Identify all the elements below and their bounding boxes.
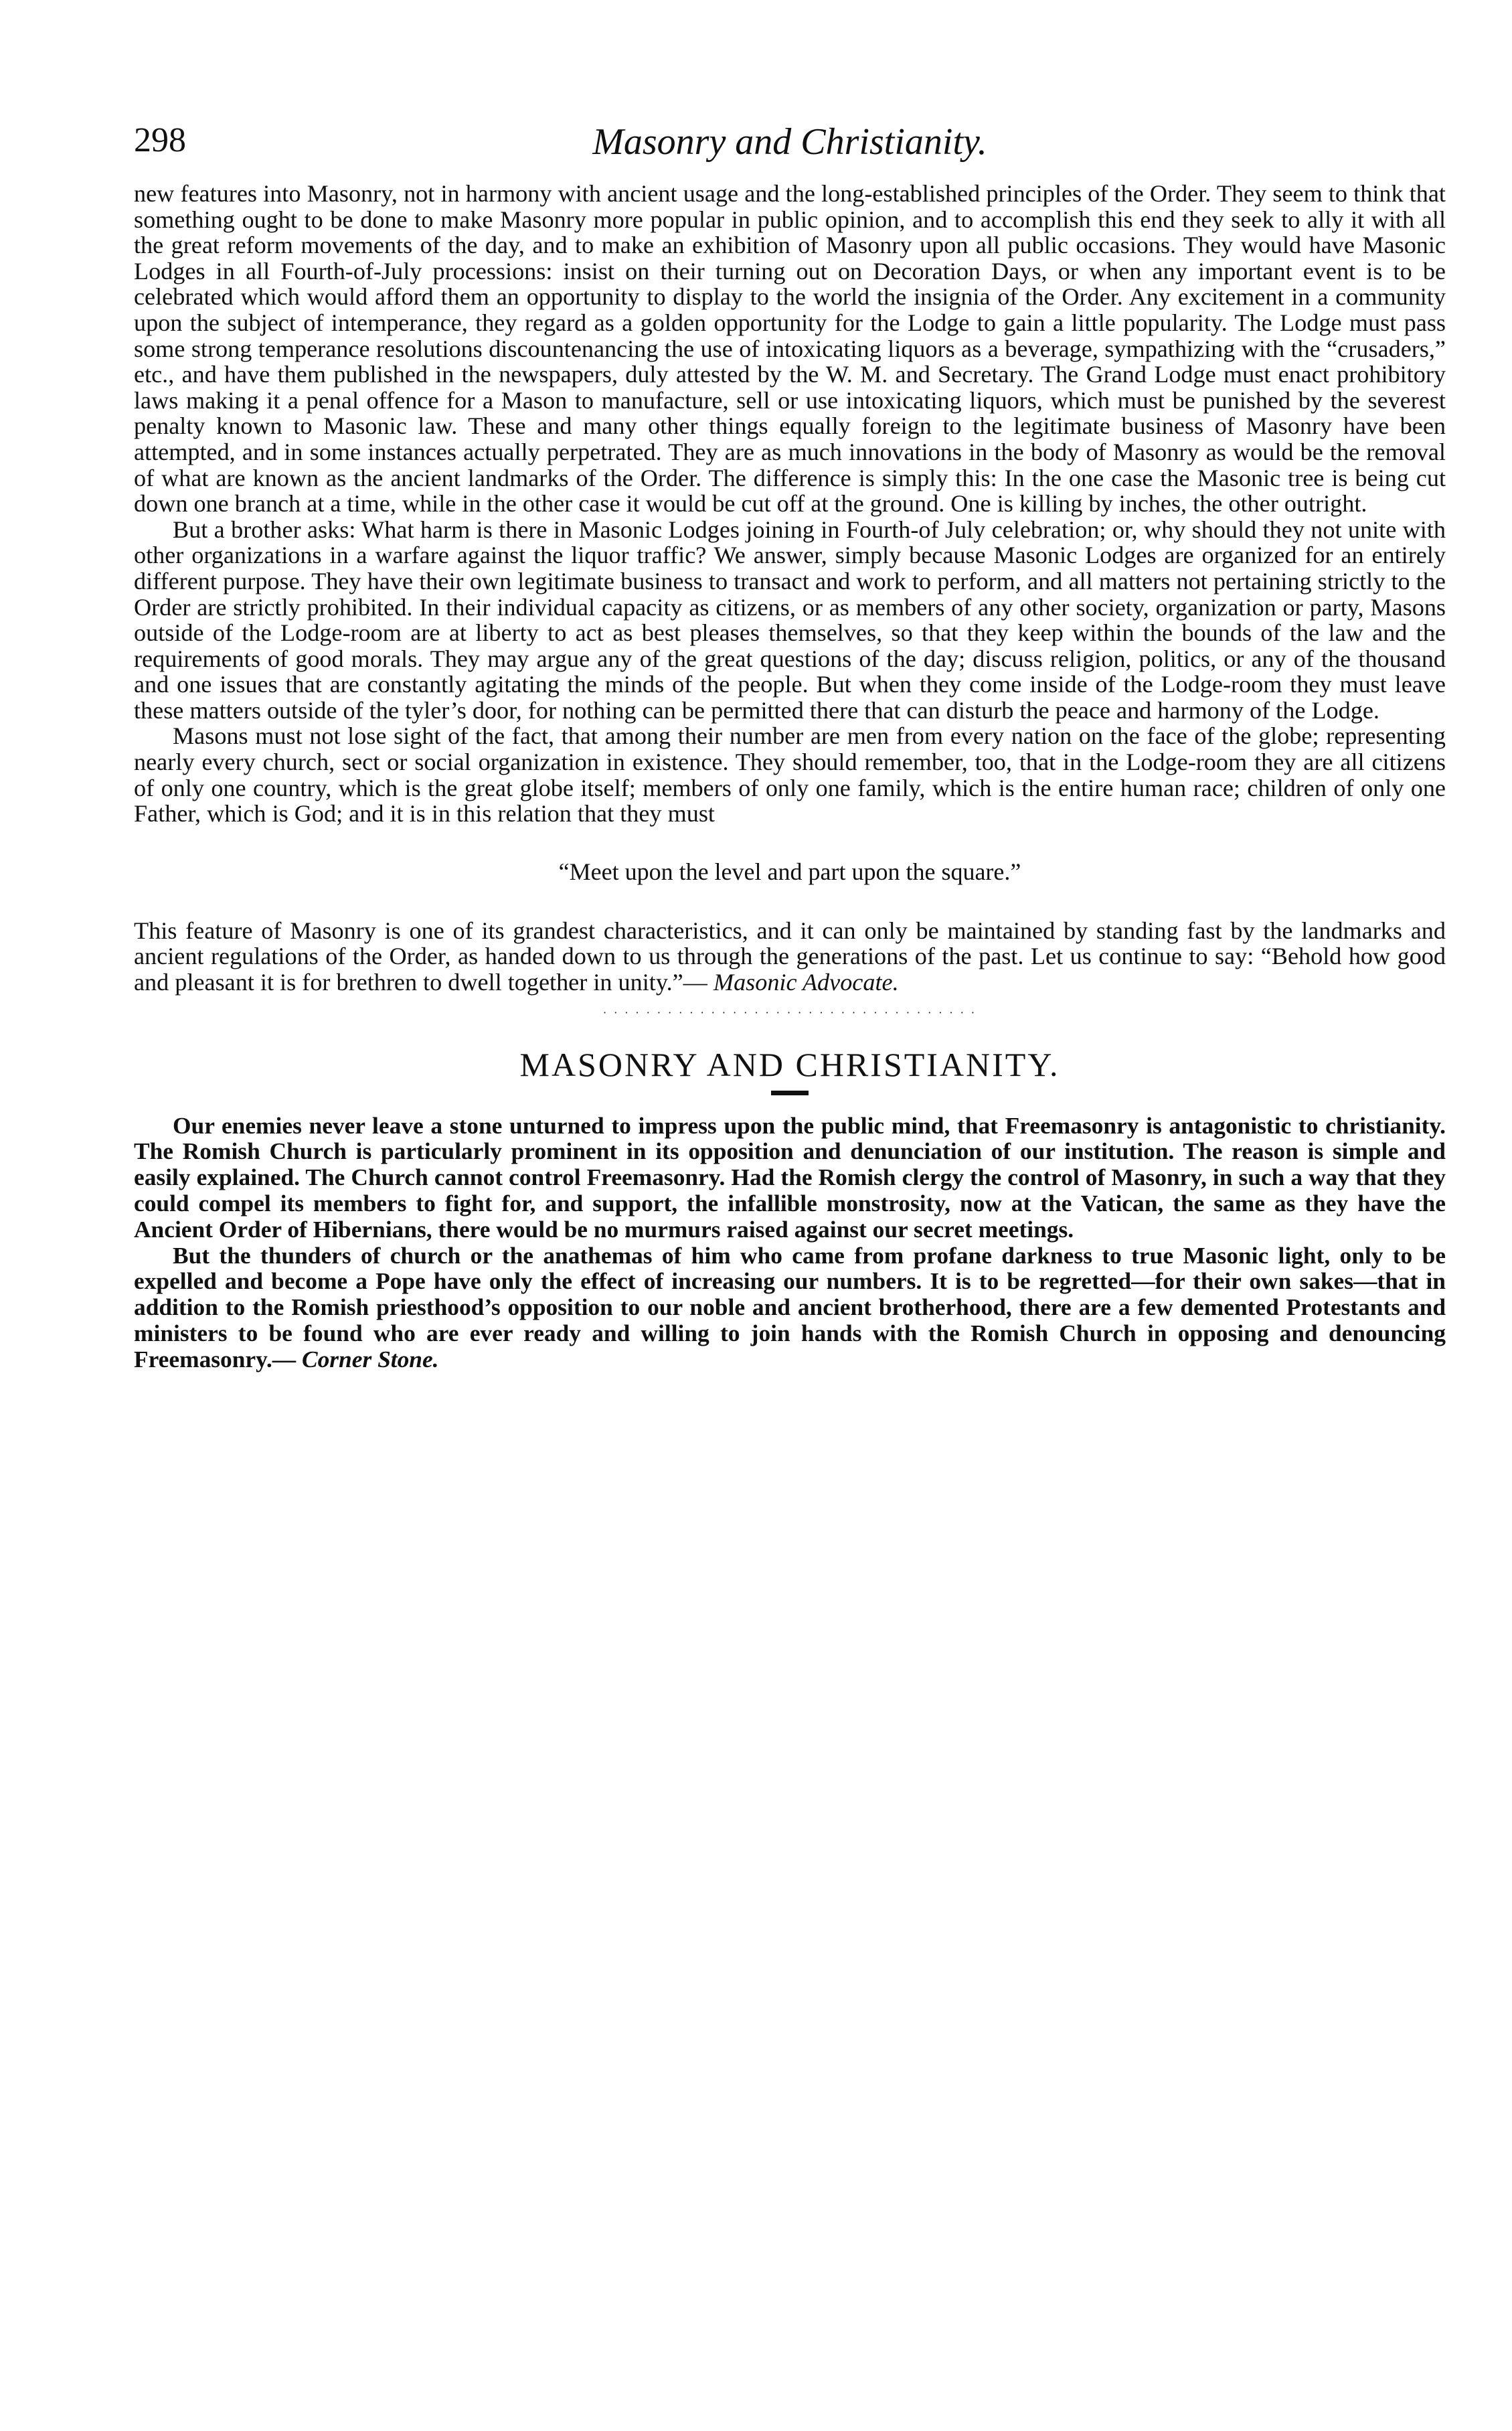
paragraph [134,1243,1446,1373]
article-closing [134,918,1446,996]
article-body [134,1113,1446,1373]
running-head [134,121,1446,181]
article-continuation [134,181,1446,827]
closing-paragraph [134,918,1446,996]
book-page [134,121,1446,1373]
page-number: 298 [134,121,186,159]
section-separator: · · · · · · · · · · · · · · · · · · · · · · · · · · · · · · · · · · · [603,1006,977,1019]
paragraph-text: But the thunders of church or the anathemas of him who came from profane darkness to true Masonic light, only to be expelled and become a Pope have only the effect of increasing our numbers. It is to be regretted—for their own sakes—that in addition to the Romish priesthood’s opposition to our noble and ancient brotherhood, there are a few demented Protestants and ministers to be found who are ever ready and willing to join hands with the Romish Church in opposing and denouncing Freemasonry.— [134,1241,1446,1373]
running-title: Masonry and Christianity. [592,121,987,163]
title-dash [771,1091,809,1095]
paragraph: But a brother asks: What harm is there in Masonic Lodges joining in Fourth-of July celebration; or, why should they not unite with other organizations in a warfare against the liquor traffic? We answer, simply because Masonic Lodges are organized for an entirely different purpose. They have their own legitimate business to transact and work to perform, and all matters not pertaining strictly to the Order are strictly prohibited. In their individual capacity as citizens, or as members of any other society, organization or party, Masons outside of the Lodge-room are at liberty to act as best pleases themselves, so that they keep within the bounds of the law and the requirements of good morals. They may argue any of the great questions of the day; discuss religion, politics, or any of the thousand and one issues that are constantly agitating the minds of the people. But when they come inside of the Lodge-room they must leave these matters outside of the tyler’s door, for nothing can be permitted there that can disturb the peace and harmony of the Lodge. [134,516,1446,724]
paragraph: Masons must not lose sight of the fact, that among their number are men from every nation on the face of the globe; representing nearly every church, sect or social organization in existence. They should remember, too, that in the Lodge-room they are all citizens of only one country, which is the great globe itself; members of only one family, which is the entire human race; children of only one Father, which is God; and it is in this relation that they must [134,722,1446,828]
paragraph: Our enemies never leave a stone unturned to impress upon the public mind, that Freemasonry is antagonistic to christianity. The Romish Church is particularly prominent in its opposition and denunciation of our institution. The reason is simple and easily explained. The Church cannot control Freemasonry. Had the Romish clergy the control of Masonry, in such a way that they could compel its members to fight for, and support, the infallible monstrosity, now at the Vatican, the same as they have the Ancient Order of Hibernians, there would be no murmurs raised against our secret meetings. [134,1111,1446,1243]
quotation: “Meet upon the level and part upon the square.” [558,858,1021,885]
paragraph: new features into Masonry, not in harmony with ancient usage and the long-established principles of the Order. They seem to think that something ought to be done to make Masonry more popular in public opinion, and to accomplish this end they seek to ally it with all the great reform movements of the day, and to make an exhibition of Masonry upon all public occasions. They would have Masonic Lodges in all Fourth-of-July processions: insist on their turning out on Decoration Days, or when any important event is to be celebrated which would afford them an opportunity to display to the world the insignia of the Order. Any excitement in a community upon the subject of intemperance, they regard as a golden opportunity for the Lodge to gain a little popularity. The Lodge must pass some strong temperance resolutions discountenancing the use of intoxicating liquors as a beverage, sympathizing with the “crusaders,” etc., and have them published in the newspapers, duly attested by the W. M. and Secretary. The Grand Lodge must enact prohibitory laws making it a penal offence for a Mason to manufacture, sell or use intoxicating liquors, which must be punished by the severest penalty known to Masonic law. These and many other things equally foreign to the legitimate business of Masonry have been attempted, and in some instances actually perpetrated. They are as much innovations in the body of Masonry as would be the removal of what are known as the ancient landmarks of the Order. The difference is simply this: In the one case the Masonic tree is being cut down one branch at a time, while in the other case it would be cut off at the ground. One is killing by inches, the other outright. [134,180,1446,518]
closing-text: This feature of Masonry is one of its grandest characteristics, and it can only be maintained by standing fast by the landmarks and ancient regulations of the Order, as handed down to us through the generations of the past. Let us continue to say: “Behold how good and pleasant it is for brethren to dwell together in unity.”— [134,917,1446,996]
source-citation: Corner Stone. [301,1345,439,1373]
source-citation: Masonic Advocate. [713,969,899,996]
article-title: MASONRY AND CHRISTIANITY. [519,1045,1060,1083]
